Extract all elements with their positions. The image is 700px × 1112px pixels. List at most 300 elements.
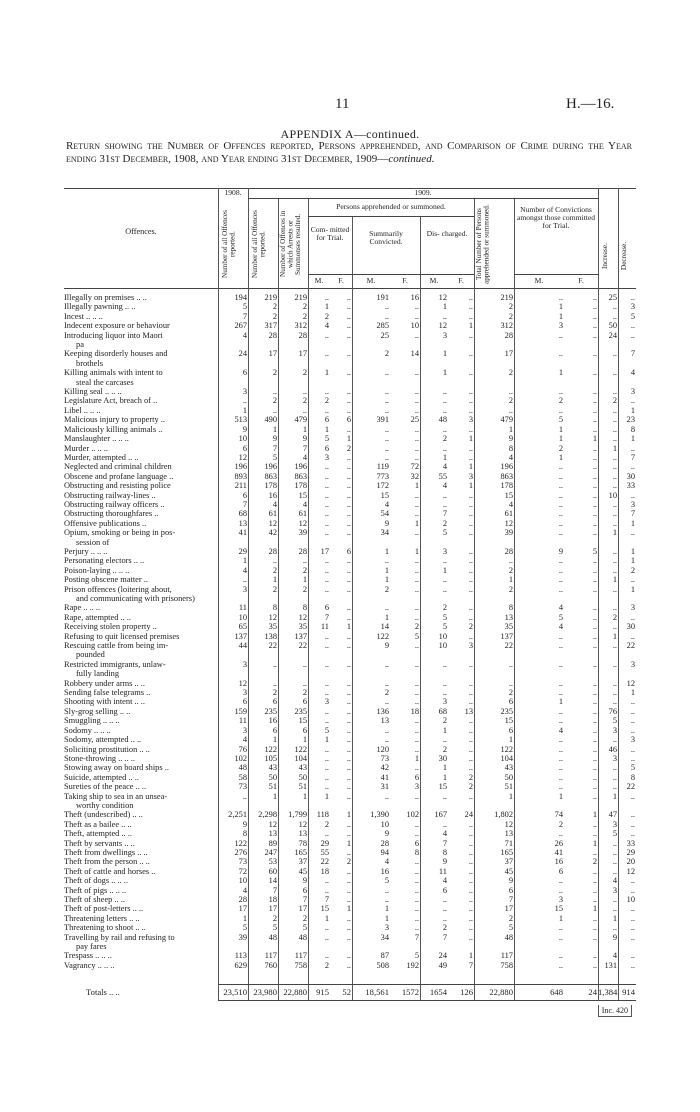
table-cell: 2,251: [228, 810, 247, 820]
table-row: [64, 933, 636, 952]
table-cell: 5: [630, 311, 635, 321]
table-cell: 4: [324, 321, 329, 331]
table-cell: ..: [414, 866, 419, 876]
table-cell: 1: [242, 556, 247, 566]
table-cell: 6: [346, 415, 351, 425]
offence-label: Smuggling .. .. ..: [64, 716, 120, 726]
table-cell: ..: [468, 923, 473, 933]
table-cell: ..: [346, 387, 351, 397]
table-row: [64, 923, 636, 932]
table-cell: 863: [264, 471, 277, 481]
table-row: [64, 509, 636, 518]
table-cell: ..: [414, 725, 419, 735]
table-cell: 24: [608, 330, 617, 340]
table-cell: 117: [264, 951, 277, 961]
table-row: [64, 434, 636, 443]
offence-label: Sending false telegrams ..: [64, 688, 151, 698]
table-cell: 1: [468, 434, 473, 444]
table-cell: ..: [592, 481, 597, 491]
offence-name: [64, 904, 218, 913]
table-cell: 5: [592, 546, 597, 556]
table-cell: ..: [414, 659, 419, 669]
table-cell: 35: [504, 622, 513, 632]
table-cell: 41: [554, 847, 563, 857]
header-summarily: Summarily Convicted.: [369, 229, 403, 246]
table-cell: 1: [558, 368, 563, 378]
table-cell: 1: [442, 772, 447, 782]
table-cell: 3: [468, 471, 473, 481]
table-cell: 122: [264, 744, 277, 754]
offence-name: [64, 396, 218, 405]
table-cell: ..: [324, 528, 329, 538]
table-cell: 1: [324, 302, 329, 312]
offence-name: [64, 688, 218, 697]
table-cell: ..: [592, 688, 597, 698]
table-cell: 196: [500, 462, 513, 472]
table-cell: ..: [442, 913, 447, 923]
table-cell: ..: [630, 913, 635, 923]
table-cell: 22: [268, 641, 277, 651]
table-cell: 14: [410, 349, 419, 359]
table-cell: 3: [612, 753, 617, 763]
table-cell: 1: [324, 791, 329, 801]
table-cell: ..: [558, 782, 563, 792]
table-cell: ..: [468, 452, 473, 462]
table-cell: 17: [268, 904, 277, 914]
offence-label: Refusing to quit licensed premises: [64, 631, 180, 641]
table-cell: 391: [376, 415, 389, 425]
table-cell: 2: [272, 396, 277, 406]
table-cell: 5: [558, 415, 563, 425]
table-cell: 1: [630, 584, 635, 594]
table-cell: ..: [346, 847, 351, 857]
table-cell: 5: [508, 923, 513, 933]
table-cell: ..: [302, 678, 307, 688]
offence-name: [64, 613, 218, 622]
table-cell: 65: [238, 622, 247, 632]
table-cell: 2: [324, 396, 329, 406]
table-cell: ..: [468, 490, 473, 500]
offence-label: Manslaughter .. .. ..: [64, 434, 129, 444]
table-cell: 48: [238, 763, 247, 773]
offence-name: [64, 726, 218, 735]
table-cell: 5: [324, 434, 329, 444]
table-cell: ..: [468, 688, 473, 698]
table-cell: 1: [346, 904, 351, 914]
table-cell: 3: [384, 923, 389, 933]
table-cell: 4: [508, 452, 513, 462]
table-cell: 1: [414, 481, 419, 491]
table-cell: 68: [438, 706, 447, 716]
table-cell: ..: [324, 293, 329, 302]
table-cell: ..: [630, 330, 635, 340]
table-cell: ..: [630, 791, 635, 801]
table-cell: ..: [346, 895, 351, 904]
table-cell: ..: [468, 443, 473, 453]
table-cell: ..: [242, 575, 247, 585]
table-cell: ..: [558, 923, 563, 933]
table-cell: ..: [324, 744, 329, 754]
title-lead: Return: [66, 140, 101, 152]
table-cell: 16: [268, 716, 277, 726]
table-cell: ..: [468, 405, 473, 415]
table-cell: ..: [612, 603, 617, 613]
table-cell: 12: [298, 819, 307, 829]
table-cell: 105: [264, 753, 277, 763]
table-cell: ..: [272, 405, 277, 415]
table-cell: ..: [442, 405, 447, 415]
table-cell: 235: [500, 706, 513, 716]
table-cell: 490: [264, 415, 277, 425]
table-cell: ..: [468, 847, 473, 857]
table-cell: ..: [558, 499, 563, 509]
table-cell: 7: [324, 612, 329, 622]
table-cell: ..: [630, 932, 635, 942]
table-cell: 8: [630, 424, 635, 434]
table-cell: 32: [410, 471, 419, 481]
table-cell: 178: [294, 481, 307, 491]
table-cell: 17: [268, 349, 277, 359]
table-cell: ..: [414, 584, 419, 594]
table-cell: ..: [630, 293, 635, 302]
table-cell: ..: [346, 753, 351, 763]
offence-name: [64, 585, 218, 604]
table-cell: 10: [410, 321, 419, 331]
table-cell: ..: [592, 960, 597, 970]
table-cell: ..: [468, 546, 473, 556]
table-cell: ..: [414, 443, 419, 453]
table-cell: ..: [612, 782, 617, 792]
table-row: [64, 895, 636, 904]
table-cell: 1: [346, 622, 351, 632]
offence-name: [64, 660, 218, 679]
table-cell: 122: [294, 744, 307, 754]
table-cell: ..: [414, 763, 419, 773]
table-cell: 12: [438, 321, 447, 331]
document-reference: H.—16.: [566, 96, 615, 112]
offence-name: [64, 829, 218, 838]
table-cell: ..: [612, 866, 617, 876]
table-cell: 1: [558, 424, 563, 434]
table-cell: 6: [346, 546, 351, 556]
table-cell: ..: [346, 575, 351, 585]
table-cell: ..: [324, 659, 329, 669]
table-cell: ..: [612, 452, 617, 462]
table-cell: ..: [468, 424, 473, 434]
table-cell: 3: [630, 387, 635, 397]
table-cell: ..: [324, 330, 329, 340]
table-cell: 7: [442, 838, 447, 848]
header-convictions: Number of Convictions amongst those committed for Trial.: [516, 205, 596, 230]
table-cell: 12: [268, 819, 277, 829]
table-cell: ..: [442, 678, 447, 688]
table-cell: 7: [302, 443, 307, 453]
table-cell: ..: [612, 499, 617, 509]
table-cell: ..: [630, 829, 635, 839]
table-cell: 29: [238, 546, 247, 556]
table-cell: 159: [234, 706, 247, 716]
table-cell: 122: [500, 744, 513, 754]
table-cell: 89: [268, 838, 277, 848]
table-cell: ..: [442, 396, 447, 406]
offence-name: [64, 716, 218, 725]
table-cell: 2: [442, 434, 447, 444]
table-cell: ..: [592, 396, 597, 406]
table-cell: 2: [302, 584, 307, 594]
table-cell: 52: [342, 987, 351, 997]
table-cell: ..: [630, 631, 635, 641]
table-cell: ..: [468, 518, 473, 528]
table-cell: 12: [268, 612, 277, 622]
table-cell: 1,799: [288, 810, 307, 820]
offence-label: Obstructing and resisting police: [64, 481, 171, 491]
table-cell: 773: [376, 471, 389, 481]
table-cell: 17: [298, 904, 307, 914]
offence-name: [64, 848, 218, 857]
table-cell: 1,390: [370, 810, 389, 820]
table-cell: ..: [592, 895, 597, 904]
header-total-persons: Total Number of Persons apprehended or summoned.: [475, 204, 491, 284]
appendix-heading: APPENDIX A—continued.: [280, 127, 420, 141]
offence-label: Vagrancy .. .. ..: [64, 960, 115, 970]
table-cell: ..: [384, 659, 389, 669]
table-cell: ..: [346, 706, 351, 716]
table-cell: 5: [414, 631, 419, 641]
table-cell: 8: [508, 603, 513, 613]
table-cell: ..: [346, 509, 351, 519]
table-cell: 31: [380, 782, 389, 792]
table-cell: 479: [294, 415, 307, 425]
table-cell: 1: [630, 405, 635, 415]
table-cell: ..: [414, 678, 419, 688]
offence-name: [64, 782, 218, 791]
table-cell: ..: [346, 499, 351, 509]
table-cell: ..: [558, 829, 563, 839]
table-cell: ..: [630, 575, 635, 585]
table-cell: 4: [242, 885, 247, 895]
table-cell: ..: [346, 481, 351, 491]
table-cell: ..: [346, 876, 351, 886]
table-cell: ..: [346, 612, 351, 622]
table-row: [64, 754, 636, 763]
table-cell: 5: [302, 923, 307, 933]
table-cell: ..: [346, 735, 351, 745]
table-cell: ..: [414, 556, 419, 566]
offence-name: [64, 368, 218, 387]
offence-name: [64, 331, 218, 350]
table-cell: ..: [324, 556, 329, 566]
offence-label: Obstructing railway officers ..: [64, 499, 165, 509]
table-cell: ..: [442, 659, 447, 669]
table-cell: ..: [592, 913, 597, 923]
table-cell: 2: [414, 622, 419, 632]
table-cell: 1: [302, 424, 307, 434]
table-cell: ..: [558, 349, 563, 359]
table-cell: 22: [504, 641, 513, 651]
offence-name: [64, 415, 218, 424]
table-cell: 15: [320, 904, 329, 914]
table-cell: ..: [468, 904, 473, 914]
table-cell: ..: [468, 932, 473, 942]
table-cell: 9: [242, 819, 247, 829]
table-cell: ..: [468, 744, 473, 754]
table-cell: 61: [298, 509, 307, 519]
table-cell: ..: [346, 678, 351, 688]
offence-label: Taking ship to sea in an unsea-: [64, 791, 168, 801]
table-cell: ..: [612, 424, 617, 434]
table-cell: ..: [346, 659, 351, 669]
table-cell: ..: [346, 405, 351, 415]
table-cell: 196: [294, 462, 307, 472]
table-cell: 6: [324, 443, 329, 453]
table-cell: 117: [500, 951, 513, 961]
table-cell: 48: [298, 932, 307, 942]
table-cell: ..: [630, 490, 635, 500]
table-cell: ..: [592, 697, 597, 707]
table-cell: ..: [384, 678, 389, 688]
table-cell: 1: [508, 791, 513, 801]
table-cell: 1: [302, 575, 307, 585]
table-cell: 6: [242, 368, 247, 378]
table-cell: 17: [298, 349, 307, 359]
table-cell: 131: [604, 960, 617, 970]
table-cell: ..: [468, 387, 473, 397]
table-cell: ..: [612, 368, 617, 378]
table-cell: 2: [302, 396, 307, 406]
offence-label: Theft as a bailee .. ..: [64, 819, 132, 829]
offence-name: [64, 867, 218, 876]
table-cell: 51: [298, 782, 307, 792]
table-cell: 55: [320, 847, 329, 857]
table-cell: 24: [588, 987, 597, 997]
offence-label-continued: brothels: [76, 358, 103, 368]
table-cell: ..: [630, 810, 635, 820]
table-cell: ..: [468, 829, 473, 839]
table-cell: 25: [380, 330, 389, 340]
totals-label: Totals .. ..: [86, 987, 120, 997]
table-row: [64, 688, 636, 697]
table-cell: 7: [630, 452, 635, 462]
offence-label: Libel .. .. ..: [64, 405, 101, 415]
table-cell: ..: [630, 744, 635, 754]
table-cell: ..: [558, 960, 563, 970]
table-cell: ..: [414, 302, 419, 312]
table-cell: 1: [442, 565, 447, 575]
table-row: [64, 368, 636, 387]
table-cell: ..: [346, 462, 351, 472]
table-cell: 12: [504, 518, 513, 528]
table-cell: ..: [442, 499, 447, 509]
offence-name: [64, 312, 218, 321]
table-cell: ..: [630, 725, 635, 735]
table-cell: ..: [272, 678, 277, 688]
table-cell: ..: [346, 321, 351, 331]
table-cell: ..: [324, 829, 329, 839]
offence-label: Maliciously killing animals ..: [64, 424, 163, 434]
table-cell: 71: [504, 838, 513, 848]
table-cell: 1: [442, 725, 447, 735]
table-cell: 4: [508, 499, 513, 509]
offence-name: [64, 707, 218, 716]
table-cell: 13: [380, 716, 389, 726]
table-cell: 6: [324, 603, 329, 613]
table-cell: ..: [612, 763, 617, 773]
offence-label: Murder .. .. ..: [64, 443, 108, 453]
table-cell: 9: [558, 546, 563, 556]
table-cell: 6: [242, 697, 247, 707]
offence-name: [64, 876, 218, 885]
table-cell: 44: [238, 641, 247, 651]
table-cell: ..: [414, 876, 419, 886]
table-cell: 1,384: [598, 987, 618, 997]
table-cell: 2: [302, 302, 307, 312]
table-cell: ..: [612, 772, 617, 782]
table-cell: 43: [298, 763, 307, 773]
table-cell: ..: [592, 462, 597, 472]
table-cell: 1: [558, 791, 563, 801]
table-cell: ..: [558, 932, 563, 942]
table-row: [64, 575, 636, 584]
page-number: 11: [335, 96, 350, 112]
table-row: [64, 613, 636, 622]
table-cell: ..: [558, 471, 563, 481]
table-cell: 1: [302, 791, 307, 801]
table-cell: 12: [238, 678, 247, 688]
table-cell: 6: [302, 885, 307, 895]
table-cell: ..: [592, 932, 597, 942]
header-num-all-1908: Number of all Offences reported.: [221, 210, 237, 278]
table-cell: ..: [468, 857, 473, 867]
table-cell: 15: [504, 490, 513, 500]
table-cell: ..: [414, 857, 419, 867]
table-cell: ..: [630, 904, 635, 914]
table-cell: ..: [630, 321, 635, 331]
offence-label-continued: pounded: [76, 650, 105, 660]
table-cell: ..: [346, 960, 351, 970]
table-cell: 50: [608, 321, 617, 331]
table-cell: 50: [298, 772, 307, 782]
table-cell: ..: [592, 443, 597, 453]
table-cell: ..: [592, 603, 597, 613]
table-cell: ..: [558, 293, 563, 302]
offence-name: [64, 434, 218, 443]
table-cell: 3: [630, 302, 635, 312]
table-cell: ..: [558, 763, 563, 773]
offence-name: [64, 951, 218, 960]
table-cell: 4: [558, 622, 563, 632]
offence-label-continued: pa: [76, 340, 84, 350]
table-cell: 10: [238, 876, 247, 886]
table-cell: ..: [346, 556, 351, 566]
table-cell: 28: [298, 546, 307, 556]
table-cell: 191: [376, 293, 389, 302]
table-cell: ..: [302, 659, 307, 669]
table-cell: 1: [612, 913, 617, 923]
table-cell: ..: [324, 499, 329, 509]
table-cell: ..: [346, 772, 351, 782]
table-cell: 42: [380, 763, 389, 773]
table-row: [64, 697, 636, 706]
table-cell: 1: [468, 481, 473, 491]
table-cell: ..: [612, 518, 617, 528]
table-cell: 10: [238, 612, 247, 622]
table-cell: ..: [630, 396, 635, 406]
table-cell: 30: [626, 471, 635, 481]
table-cell: ..: [612, 546, 617, 556]
table-cell: ..: [346, 725, 351, 735]
table-cell: ..: [346, 518, 351, 528]
table-cell: ..: [592, 490, 597, 500]
